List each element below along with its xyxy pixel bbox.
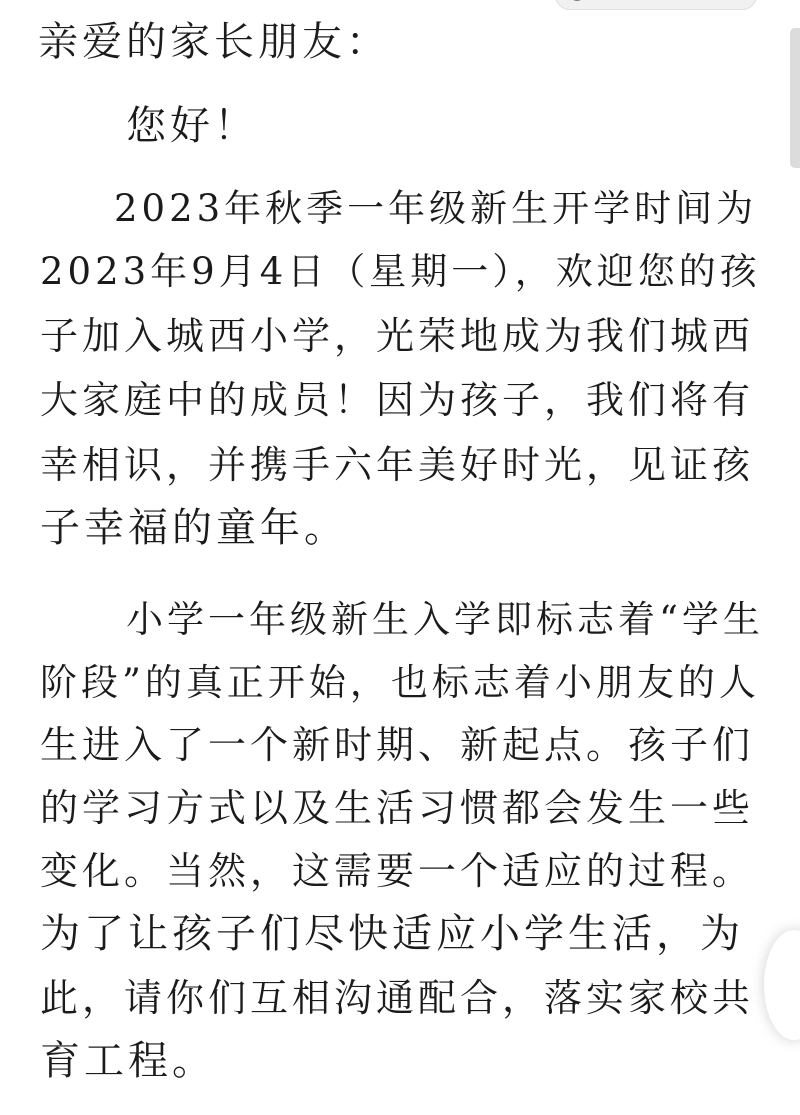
toolbar-dot-icon (570, 0, 584, 1)
paragraph2-line: 变化。当然，这需要一个适应的过程。 (40, 849, 755, 893)
paragraph2-line: 此，请你们互相沟通配合，落实家校共 (40, 976, 755, 1020)
scrollbar-thumb[interactable] (790, 28, 800, 168)
paragraph2-line: 阶段”的真正开始，也标志着小朋友的人 (40, 661, 760, 704)
paragraph1-line: 2023年秋季一年级新生开学时间为 (114, 187, 758, 230)
paragraph2-line: 育工程。 (40, 1038, 216, 1084)
paragraph2-line: 小学一年级新生入学即标志着“学生 (126, 598, 764, 641)
paragraph1-line: 子幸福的童年。 (40, 505, 348, 551)
side-floating-handle[interactable] (764, 930, 800, 1040)
paragraph2-line: 为了让孩子们尽快适应小学生活，为 (40, 911, 744, 957)
salutation: 亲爱的家长朋友： (38, 19, 390, 65)
paragraph1-line: 大家庭中的成员！因为孩子，我们将有 (40, 378, 755, 422)
paragraph1-line: 幸相识，并携手六年美好时光，见证孩 (40, 443, 755, 487)
paragraph2-line: 的学习方式以及生活习惯都会发生一些 (40, 786, 755, 830)
greeting: 您好！ (126, 103, 258, 149)
paragraph1-line: 2023年9月4日（星期一），欢迎您的孩 (40, 250, 761, 293)
top-floating-toolbar[interactable] (555, 0, 757, 10)
paragraph1-line: 子加入城西小学，光荣地成为我们城西 (40, 314, 755, 358)
paragraph2-line: 生进入了一个新时期、新起点。孩子们 (40, 723, 755, 767)
